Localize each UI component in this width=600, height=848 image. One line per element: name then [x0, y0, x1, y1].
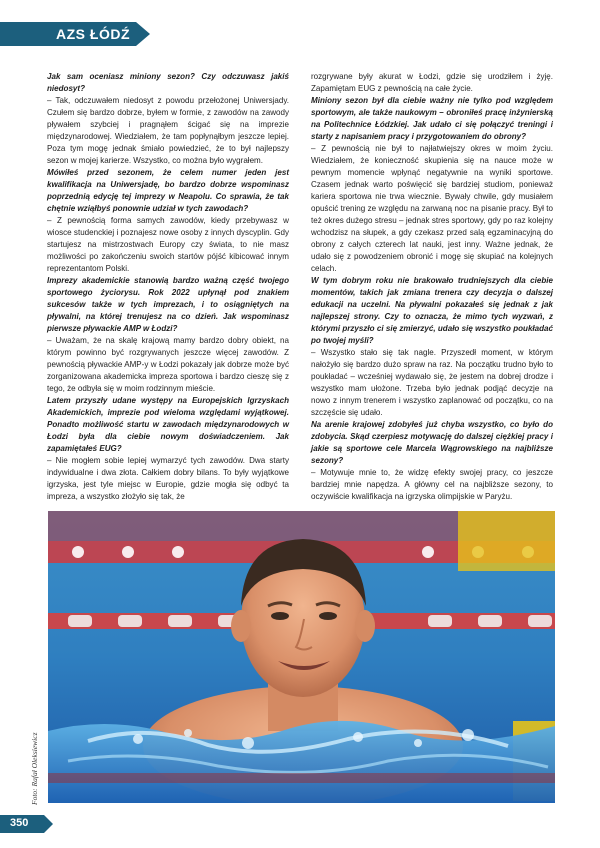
right-question: Na arenie krajowej zdobyłeś już chyba wszystko, co było do zdobycia. Skąd czerpiesz motywację do dalszej ciężkiej pracy i jakie są sportowe cele Marcela Wągrowskiego na najbliższe sezony? [311, 420, 553, 465]
left-question: Imprezy akademickie stanowią bardzo ważną część twojego sportowego życiorysu. Rok 2022 upłynął pod znakiem sukcesów także w tych imprezach, i to osiągniętych na pływalni, na której trenujesz na co dzień. Jak wspominasz pierwsze pływackie AMP w Łodzi? [47, 276, 289, 333]
left-question: Latem przyszły udane występy na Europejskich Igrzyskach Akademickich, imprezie pod wieloma względami wyjątkowej. Ponadto możliwość startu w zawodach międzynarodowych w Łodzi była dla ciebie nowym doświadczeniem. Jak zapamiętałeś EUG? [47, 396, 289, 453]
left-question: Mówiłeś przed sezonem, że celem numer jeden jest kwalifikacja na Uniwersjadę, bo bardzo dobrze wspominasz poprzednią edycję tej imprezy w Neapolu. Co sprawia, że tak chętnie wziąłbyś ponownie udział w tych zawodach? [47, 168, 289, 213]
left-answer: – Tak, odczuwałem niedosyt z powodu przełożonej Uniwersjady. Czułem się bardzo dobrze, byłem w formie, z zawodów na zawody pływałem szybciej i pragnąłem ścigać się na imprezie międzynarodowej. Wiedziałem, że tam popłynąłbym jeszcze lepiej. Poza tym mogę jednak śmiało powiedzieć, że to był najlepszy sezon w mojej karierze. Wszystko, co można było wygrałem. [47, 96, 289, 165]
section-label: AZS ŁÓDŹ [56, 26, 130, 42]
section-tag [0, 22, 136, 46]
left-answer: – Uważam, że na skalę krajową mamy bardzo dobry obiekt, na którym powinno być rozgrywanych jeszcze więcej zawodów. Z pewnością pływackie AMP-y w Łodzi pokazały jak dobrze może być zorganizowana akademicka impreza sportowa i bardzo cieszę się z tego, że odbyła się w moim rodzinnym mieście. [47, 336, 289, 393]
right-answer: – Z pewnością nie był to najłatwiejszy okres w moim życiu. Wiedziałem, że konieczność skupienia się na nauce może w pewnym momencie wpłynąć negatywnie na wyniki sportowe. Czasem jednak warto poświęcić się bardziej studiom, ponieważ kariera sportowa nie trwa wiecznie. Bywały chwile, gdy musiałem opuścić trening ze względu na zarwaną noc na pisanie pracy. Był to też okres dużego stresu – jednak stres sportowy, gdy po raz kolejny wchodzisz na słupek, a gdy czekasz przed salą egzaminacyjną do obrony z całych czterech lat nauki, jest inny. Ważne jednak, że udało się z powodzeniem obronić i mogę się skupiać na kolejnych celach. [311, 144, 553, 273]
photo-credit-text: Foto: Rafał Oleksiewicz [30, 732, 39, 805]
left-answer: – Nie mogłem sobie lepiej wymarzyć tych zawodów. Dwa starty indywidualne i dwa złota. Całkiem dobry bilans. To były wyjątkowe igrzyska, jest tyle miejsc w Europie, gdzie mogła się odbyć ta impreza, a wszystko złożyło się tak, że [47, 456, 289, 501]
left-question: Jak sam oceniasz miniony sezon? Czy odczuwasz jakiś niedosyt? [47, 72, 289, 93]
right-question: Miniony sezon był dla ciebie ważny nie tylko pod względem sportowym, ale także naukowym – obroniłeś pracę inżynierską na Politechnice Łódzkiej. Jak udało ci się połączyć treningi i starty z napisaniem pracy i przygotowaniem do obrony? [311, 96, 553, 141]
page-number: 350 [10, 817, 29, 829]
article-column-right [311, 71, 553, 503]
right-answer: rozgrywane były akurat w Łodzi, gdzie się urodziłem i żyję. Zapamiętam EUG z pewnością na całe życie. [311, 72, 553, 93]
right-answer: – Motywuje mnie to, że widzę efekty swojej pracy, co jeszcze bardziej mnie napędza. A główny cel na najbliższe sezony, to oczywiście kwalifikacja na igrzyska olimpijskie w Paryżu. [311, 468, 553, 501]
article-column-left [47, 71, 289, 503]
swimmer-photo [48, 511, 555, 803]
photo-credit [29, 705, 41, 805]
left-answer: – Z pewnością forma samych zawodów, kiedy przebywasz w wiosce studenckiej i poznajesz nowe osoby z innych dyscyplin. Gdy startujesz na mistrzostwach Europy czy świata, to nie masz możliwości po zakończeniu swoich startów pójść kibicować innym reprezentantom Polski. [47, 216, 289, 273]
page-number-tab [0, 815, 44, 833]
right-answer: – Wszystko stało się tak nagle. Przyszedł moment, w którym nałożyło się bardzo dużo spraw na raz. Na początku trudno było to poukładać – wcześniej wydawało się, że jestem na dobrej drodze i wszystko mam ułożone. Trzeba było jednak podjąć decyzje na nowo z innym trenerem i wszystko zaplanować od początku, co na szczęście się udało. [311, 348, 553, 417]
right-question: W tym dobrym roku nie brakowało trudniejszych dla ciebie momentów, takich jak zmiana trenera czy decyzja o dalszej edukacji na uczelni. Na pływalni pokazałeś się jednak z jak najlepszej strony. Czy to oznacza, że mimo tych wyzwań, z którymi przyszło ci się zmierzyć, udało się wszystko poukładać po twojej myśli? [311, 276, 553, 345]
